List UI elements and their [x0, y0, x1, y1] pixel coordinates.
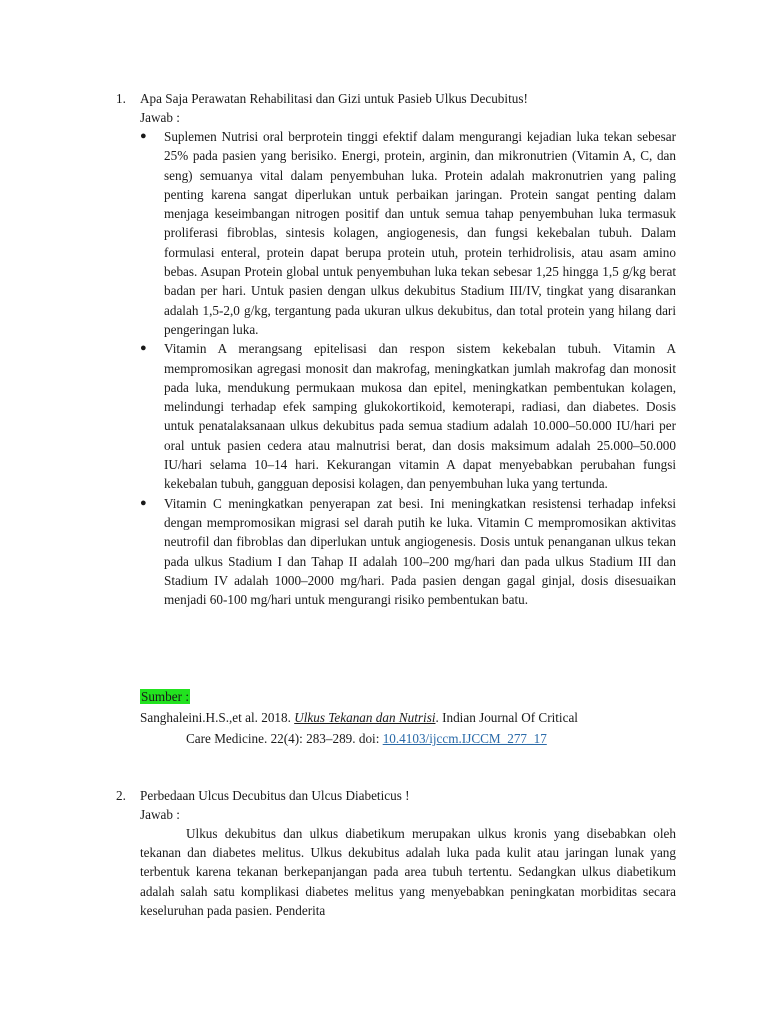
- bullet-text: Vitamin C meningkatkan penyerapan zat besi. Ini meningkatkan resistensi terhadap infeksi dengan mempromosikan migrasi sel darah putih ke luka. Vitamin C mempromosikan aktivitas neutrofil dan fibroblas dan diperlukan untuk angiogenesis. Dosis untuk penanganan ulkus tekan pada ulkus Stadium I dan Tahap II adalah 100–200 mg/hari dan pada ulkus Stadium III dan Stadium IV adalah 1000–2000 mg/hari. Pada pasien dengan gagal ginjal, dosis disesuaikan menjadi 60-100 mg/hari untuk mengurangi risiko pembentukan batu.: [164, 495, 676, 608]
- question-1-bullet-list: [140, 127, 676, 609]
- question-1-text: Apa Saja Perawatan Rehabilitasi dan Gizi untuk Pasieb Ulkus Decubitus!: [140, 91, 528, 106]
- reference: [140, 707, 680, 749]
- bullet-dot-icon: ●: [140, 496, 147, 509]
- question-2-number: 2.: [116, 788, 126, 803]
- question-1-number: 1.: [116, 91, 126, 106]
- bullet-text: Vitamin A merangsang epitelisasi dan respon sistem kekebalan tubuh. Vitamin A mempromosikan agregasi monosit dan makrofag, meningkatkan jumlah makrofag dan monosit pada luka, mendukung permukaan mukosa dan epitel, meningkatkan pembentukan kolagen, melindungi terhadap efek samping glukokortikoid, kemoterapi, radiasi, dan diabetes. Dosis untuk penatalaksanaan ulkus dekubitus pada semua stadium adalah 10.000–50.000 IU/hari per oral untuk pasien cedera atau malnutrisi berat, dan dosis maksimum adalah 25.000–50.000 IU/hari selama 10–14 hari. Kekurangan vitamin A dapat menyebabkan perubahan fungsi kekebalan tubuh, gangguan deposisi kolagen, dan penyembuhan luka yang tertunda.: [164, 341, 676, 492]
- source-label: Sumber :: [141, 689, 189, 704]
- reference-authors: Sanghaleini.H.S.,et al. 2018.: [140, 710, 291, 725]
- source-label-wrap: [140, 687, 190, 706]
- bullet-item: [140, 339, 676, 493]
- question-2-text: Perbedaan Ulcus Decubitus dan Ulcus Diabeticus !: [140, 788, 410, 803]
- question-2-paragraph: Ulkus dekubitus dan ulkus diabetikum merupakan ulkus kronis yang disebabkan oleh tekanan dan diabetes melitus. Ulkus dekubitus adalah luka pada kulit atau jaringan lunak yang terbentuk karena tekanan berkepanjangan pada area tubuh tertentu. Sedangkan ulkus diabetikum adalah salah satu komplikasi diabetes melitus yang menyebabkan peningkatan morbiditas secara keseluruhan pada pasien. Penderita: [140, 826, 676, 918]
- question-2-answer-label: Jawab :: [140, 807, 180, 822]
- question-1-answer-label: Jawab :: [140, 110, 180, 125]
- reference-title: Ulkus Tekanan dan Nutrisi: [294, 710, 436, 725]
- bullet-item: [140, 494, 676, 610]
- reference-journal: . Indian Journal Of Critical: [435, 710, 578, 725]
- bullet-dot-icon: ●: [140, 130, 147, 142]
- reference-volume: Care Medicine. 22(4): 283–289. doi:: [186, 731, 380, 746]
- question-1-title: [116, 89, 528, 108]
- bullet-dot-icon: ●: [140, 342, 147, 355]
- reference-doi-link[interactable]: 10.4103/ijccm.IJCCM_277_17: [382, 731, 547, 746]
- bullet-item: [140, 127, 676, 339]
- question-2-title: [116, 786, 410, 805]
- reference-line-2: [140, 728, 680, 749]
- bullet-text: Suplemen Nutrisi oral berprotein tinggi efektif dalam mengurangi kejadian luka tekan sebesar 25% pada pasien yang berisiko. Energi, protein, arginin, dan mikronutrien (Vitamin A, C, dan seng) semuanya vital dalam penyembuhan luka. Protein adalah makronutrien yang paling penting karena sangat diperlukan untuk perbaikan jaringan. Protein sangat penting dalam menjaga keseimbangan nitrogen positif dan untuk semua tahap penyembuhan luka termasuk proliferasi fibroblas, sintesis kolagen, angiogenesis, dan fungsi kekebalan tubuh. Dalam formulasi enteral, protein dapat berupa protein utuh, protein terhidrolisis, atau asam amino bebas. Asupan Protein global untuk penyembuhan luka tekan sebesar 1,25 hingga 1,5 g/kg berat badan per hari. Untuk pasien dengan ulkus dekubitus Stadium III/IV, tingkat yang disarankan adalah 1,5-2,0 g/kg, tergantung pada ukuran ulkus dekubitus, dan total protein yang hilang dari pengeringan luka.: [164, 129, 676, 337]
